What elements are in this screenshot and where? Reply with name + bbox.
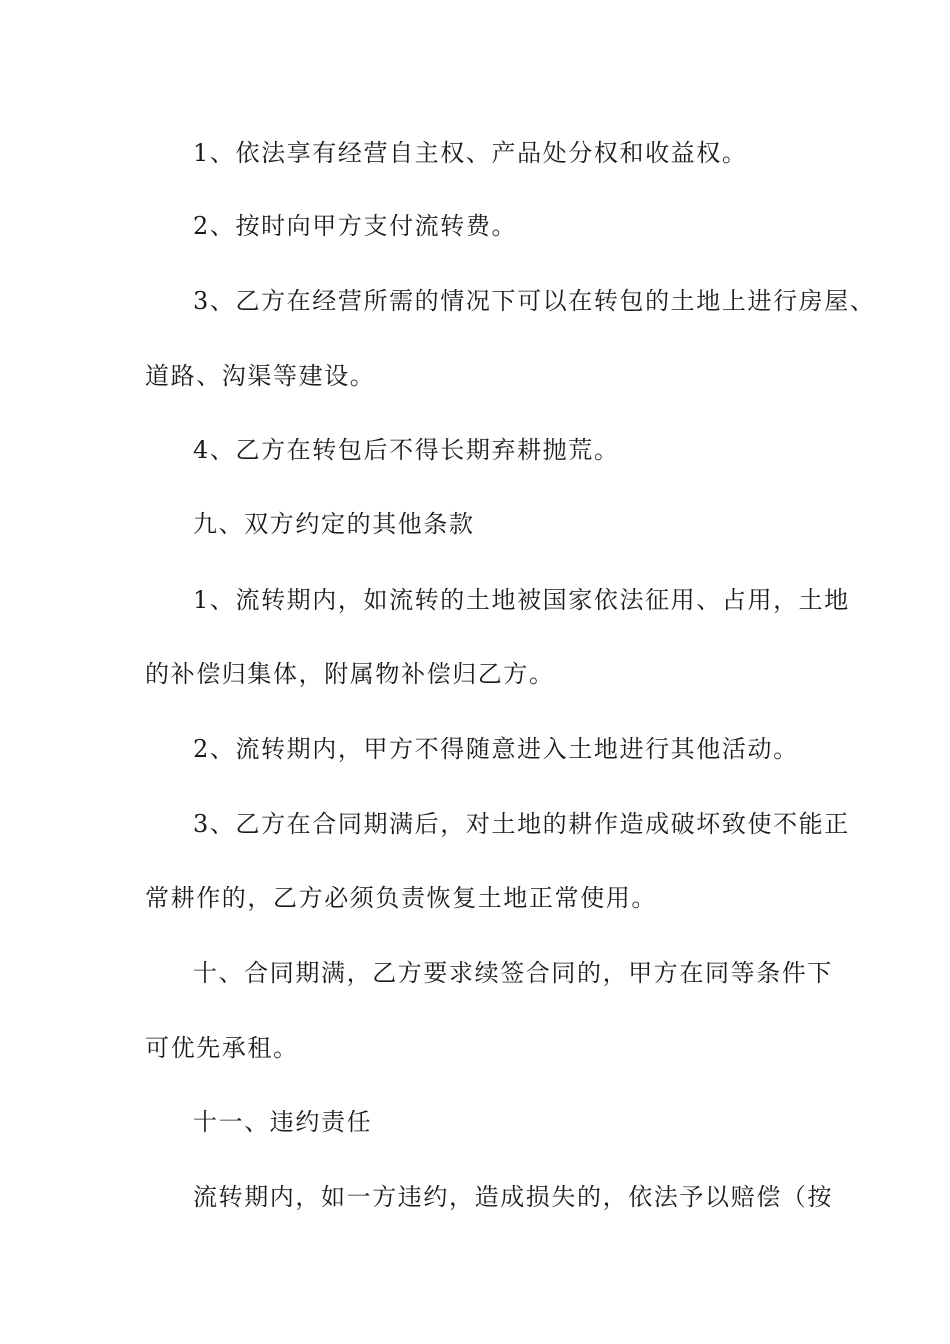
text-line: 2、流转期内，甲方不得随意进入土地进行其他活动。	[193, 735, 799, 763]
text-line: 常耕作的，乙方必须负责恢复土地正常使用。	[145, 884, 657, 912]
section-heading: 十一、违约责任	[193, 1108, 373, 1136]
section-heading: 九、双方约定的其他条款	[193, 510, 475, 538]
text-line: 2、按时向甲方支付流转费。	[193, 212, 518, 240]
text-line: 道路、沟渠等建设。	[145, 362, 376, 390]
text-line: 3、乙方在合同期满后，对土地的耕作造成破坏致使不能正	[193, 810, 850, 838]
text-line: 十、合同期满，乙方要求续签合同的，甲方在同等条件下	[193, 959, 833, 987]
text-line: 1、依法享有经营自主权、产品处分权和收益权。	[193, 139, 748, 167]
text-line: 的补偿归集体，附属物补偿归乙方。	[145, 660, 555, 688]
text-line: 可优先承租。	[145, 1034, 299, 1062]
text-line: 1、流转期内，如流转的土地被国家依法征用、占用，土地	[193, 586, 850, 614]
text-line: 3、乙方在经营所需的情况下可以在转包的土地上进行房屋、	[193, 287, 876, 315]
text-line: 4、乙方在转包后不得长期弃耕抛荒。	[193, 436, 620, 464]
text-line: 流转期内，如一方违约，造成损失的，依法予以赔偿（按	[193, 1183, 833, 1211]
